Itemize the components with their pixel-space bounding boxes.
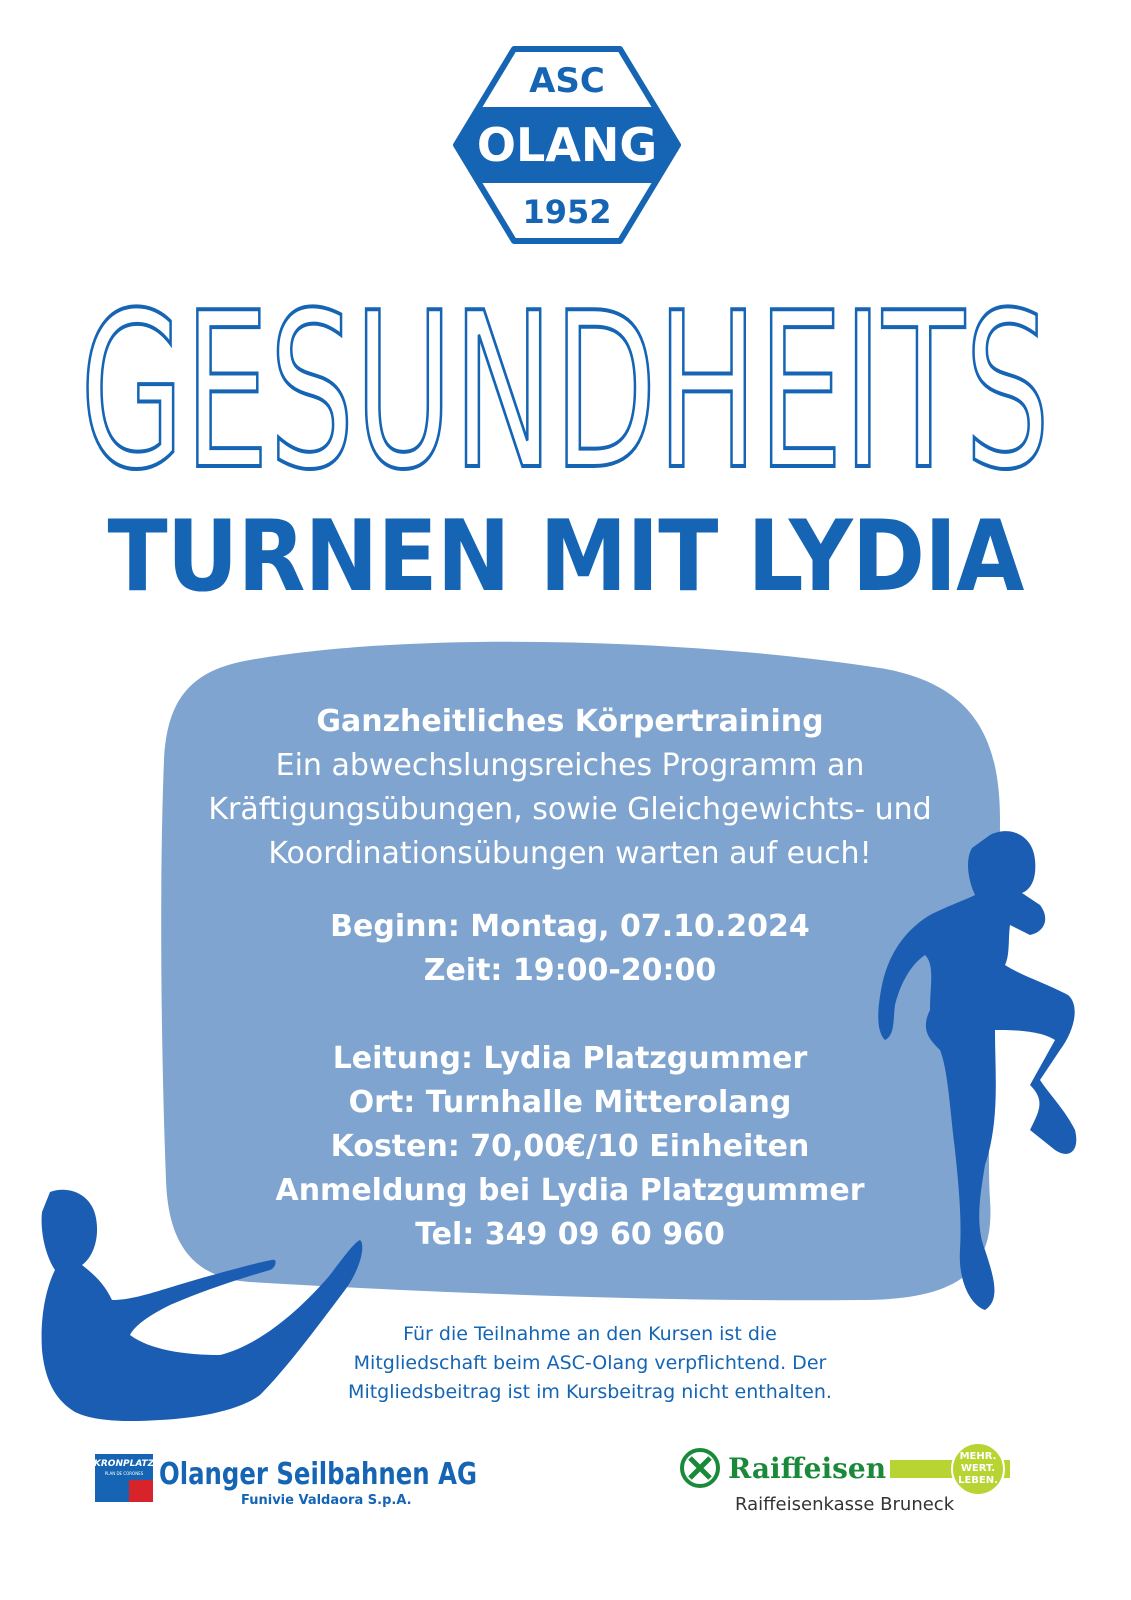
sponsor-left-name: Olanger Seilbahnen AG [159,1457,477,1492]
intro-title: Ganzheitliches Körpertraining [316,704,824,739]
sponsor-raiffeisen [680,1440,1040,1520]
sponsor-right-sub: Raiffeisenkasse Bruneck [735,1494,955,1515]
info-phone: Tel: 349 09 60 960 [415,1217,725,1252]
sponsor-left-sub: Funivie Valdaora S.p.A. [241,1493,412,1508]
schedule-time: Zeit: 19:00-20:00 [423,953,717,988]
info-cost: Kosten: 70,00€/10 Einheiten [330,1129,810,1164]
stamp-line: WERT. [960,1463,996,1474]
logo-olang: OLANG [476,118,658,172]
intro-line: Koordinationsübungen warten auf euch! [268,836,872,871]
membership-note [300,1320,880,1407]
headline-subline: TURNEN MIT LYDIA [107,500,1024,614]
intro-line: Kräftigungsübungen, sowie Gleichgewichts- und [208,792,932,827]
headline-outline [0,266,1131,517]
details-block [160,905,980,1257]
note-line: Mitgliedschaft beim ASC-Olang verpflichtend. Der [353,1352,827,1374]
info-place: Ort: Turnhalle Mitterolang [348,1085,792,1120]
note-line: Für die Teilnahme an den Kursen ist die [403,1323,777,1345]
sponsor-right-name: Raiffeisen [728,1452,887,1485]
asc-olang-logo [452,45,682,245]
intro-line: Ein abwechslungsreiches Programm an [275,748,865,783]
info-signup: Anmeldung bei Lydia Platzgummer [275,1173,865,1208]
sponsor-olanger-seilbahnen [95,1450,495,1520]
kronplatz-badge-sub: PLAN DE CORONES [104,1471,144,1476]
headline-gesundheits: GESUNDHEITS [80,266,1050,517]
logo-year: 1952 [522,193,612,231]
stamp-line: LEBEN. [958,1475,998,1486]
note-line: Mitgliedsbeitrag ist im Kursbeitrag nicht enthalten. [348,1381,832,1403]
logo-asc: ASC [529,61,605,101]
stamp-line: MEHR. [959,1451,997,1462]
kronplatz-badge: KRONPLATZ [93,1459,155,1469]
schedule-begin: Beginn: Montag, 07.10.2024 [330,909,810,944]
intro-block [160,700,980,876]
info-leader: Leitung: Lydia Platzgummer [332,1041,808,1076]
